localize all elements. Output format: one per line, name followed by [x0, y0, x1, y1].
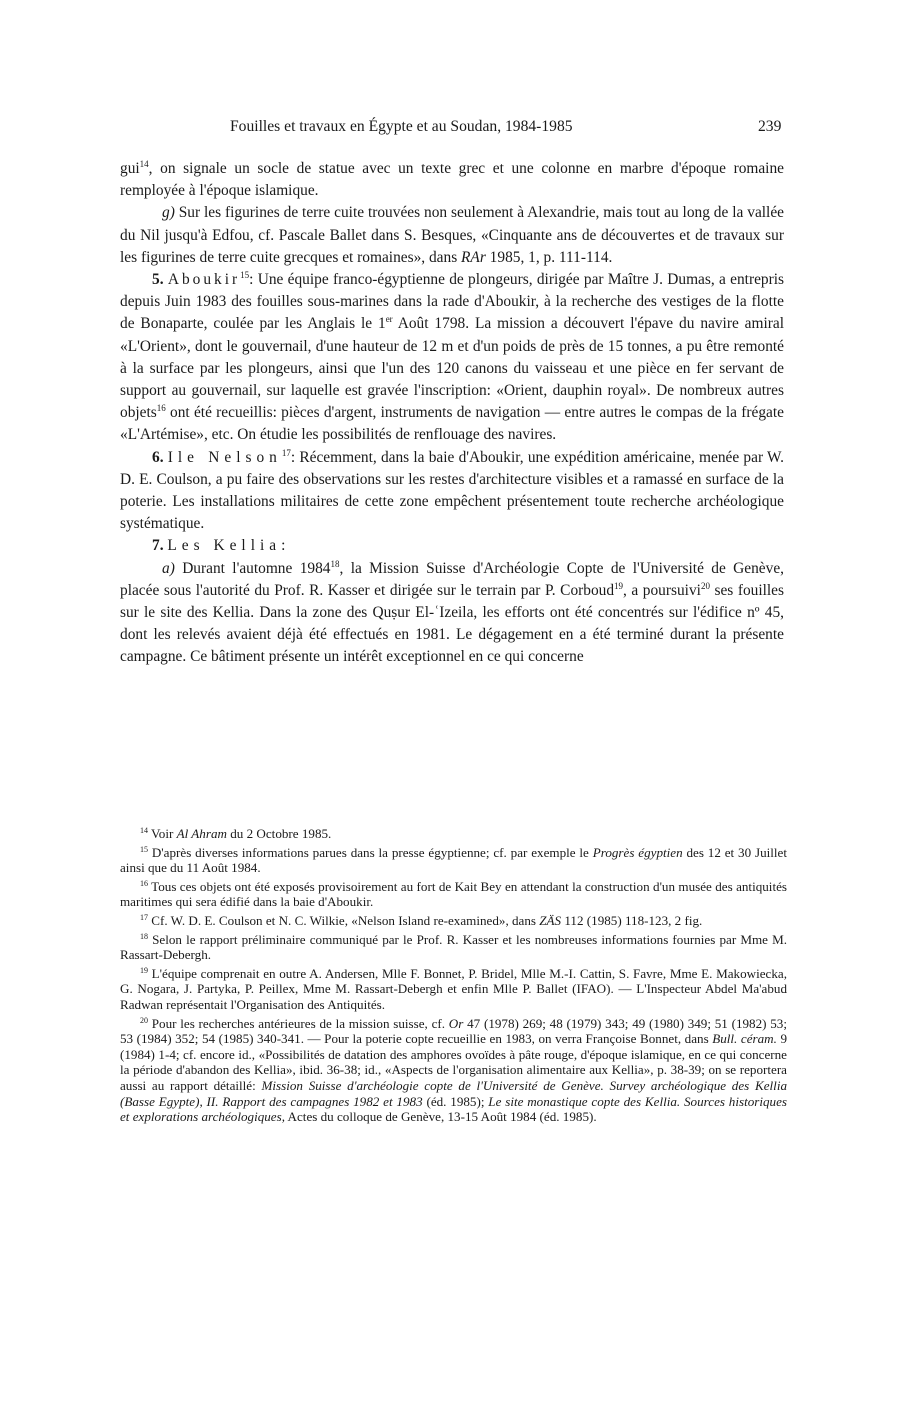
section-heading: Aboukir [167, 271, 241, 289]
paragraph-g: g) Sur les figurines de terre cuite trouvées non seulement à Alexandrie, mais tout au long de la vallée du Nil jusqu'à Edfou, cf. Pascale Ballet dans S. Besques, «Cinquante ans de découvertes et de travaux sur les figurines de terre cuite grecques et romaines», dans RAr 1985, 1, p. 111-114. [120, 204, 784, 266]
section-kellia: 7. Les Kellia: [152, 537, 286, 555]
footnote-15: $^{15}$ D'après diverses informations parues dans la presse égyptienne; cf. par exemple le Progrès égyptien des 12 et 30 Juillet ainsi que du 11 Août 1984. [120, 844, 787, 876]
section-number: 6. [152, 448, 164, 466]
item-label: a) [162, 559, 175, 577]
section-ile-nelson: 6. Ile Nelson$^{17}$: Récemment, dans la baie d'Aboukir, une expédition américaine, menée par W. D. E. Coulson, a pu faire des observations sur les restes d'architecture visibles et a ramassé en surface de la poterie. Les installations militaires de cette zone empêchent présentement toute recherche archéologique systématique. [120, 447, 784, 533]
section-heading: Les Kellia [167, 537, 282, 555]
footnote-ref: 18 [330, 558, 340, 569]
section-aboukir: 5. Aboukir$^{15}$: Une équipe franco-égyptienne de plongeurs, dirigée par Maître J. Dumas, a entrepris depuis Juin 1983 des fouilles sous-marines dans la rade d'Aboukir, à la recherche des vestiges de la flotte de Bonaparte, coulée par les Anglais le 1er Août 1798. La mission a découvert l'épave du navire amiral «L'Orient», dont le gouvernail, d'une hauteur de 12 m et d'un poids de près de 15 tonnes, a pu être remonté à la surface par les plongeurs, ainsi que l'un des 120 canons du vaisseau et une pièce en fer servant de support au gouvernail, sur laquelle est gravée l'inscription: «Orient, dauphin royal». De nombreux autres objets$^{16}$ ont été recueillis: pièces d'argent, instruments de navigation — entre autres le compas de la frégate «L'Artémise», etc. On étudie les possibilités de renflouage des navires. [120, 270, 784, 444]
page-number: 239 [758, 118, 782, 135]
page-header [0, 118, 906, 142]
footnote-17: $^{17}$ Cf. W. D. E. Coulson et N. C. Wilkie, «Nelson Island re-examined», dans ZÄS 112 (1985) 118-123, 2 fig. [140, 912, 703, 928]
footnote-20: $^{20}$ Pour les recherches antérieures de la mission suisse, cf. Or 47 (1978) 269; 48 (1979) 343; 49 (1980) 349; 51 (1982) 53; 53 (1984) 352; 54 (1985) 340-341. — Pour la poterie copte recueillie en 1983, on verra Françoise Bonnet, dans Bull. céram. 9 (1984) 1-4; cf. encore id., «Possibilités de datation des amphores ovoïdes à pâte rouge, d'époque islamique, en ce qui concerne la période d'abandon des Kellia», ibid. 36-38; id., «Aspects de l'organisation alimentaire aux Kellia», p. 38-39; on se reportera aussi au rapport détaillé: Mission Suisse d'archéologie copte de l'Université de Genève. Survey archéologique des Kellia (Basse Egypte), II. Rapport des campagnes 1982 et 1983 (éd. 1985); Le site monastique copte des Kellia. Sources historiques et explorations archéologiques, Actes du colloque de Genève, 13-15 Août 1984 (éd. 1985). [120, 1015, 788, 1125]
section-number: 7. [152, 537, 164, 555]
footnote-14: $^{14}$ Voir Al Ahram du 2 Octobre 1985. [140, 826, 332, 841]
footnote-19: $^{19}$ L'équipe comprenait en outre A. Andersen, Mlle F. Bonnet, P. Bridel, Mlle M.-I. Cattin, S. Favre, Mme E. Makowiecka, G. Nogara, J. Partyka, P. Peillex, Mme M. Rassart-Debergh et enfin Mlle P. Ballet (IFAO). — L'Inspecteur Abdel Ma'abud Radwan représentait l'Organisation des Antiquités. [120, 965, 787, 1012]
running-title: Fouilles et travaux en Égypte et au Soudan, 1984-1985 [230, 118, 573, 135]
footnotes [120, 826, 787, 1128]
journal-abbrev: RAr [461, 248, 486, 266]
item-label: g) [162, 204, 175, 222]
footnote-ref: 17 [281, 447, 291, 458]
footnote-ref: 15 [240, 270, 250, 281]
section-heading: Ile Nelson [167, 448, 282, 466]
footnote-ref: 14 [139, 159, 149, 169]
footnote-ref: 19 [614, 580, 624, 591]
body-text [120, 158, 784, 669]
footnote-18: $^{18}$ Selon le rapport préliminaire communiqué par le Prof. R. Kasser et les nombreuses informations fournies par Mme M. Rassart-Debergh. [120, 931, 787, 963]
section-number: 5. [152, 271, 164, 289]
paragraph-a: a) Durant l'automne 1984$^{18}$, la Mission Suisse d'Archéologie Copte de l'Université de Genève, placée sous l'autorité du Prof. R. Kasser et dirigée sur le terrain par P. Corboud$^{19}$, a poursuivi$^{20}$ ses fouilles sur le site des Kellia. Dans la zone des Quṣur El-ʿIzeila, les efforts ont été concentrés sur l'édifice nº 45, dont les relevés avaient déjà été effectués en 1981. Le dégagement en a été terminé durant la présente campagne. Ce bâtiment présente un intérêt exceptionnel en ce qui concerne [120, 558, 785, 666]
footnote-16: $^{16}$ Tous ces objets ont été exposés provisoirement au fort de Kait Bey en attendant la construction d'un musée des antiquités maritimes qui sera édifié dans la baie d'Aboukir. [120, 878, 787, 910]
footnote-ref: 16 [156, 403, 166, 414]
paragraph-continuation: gui$^{14}$, on signale un socle de statue avec un texte grec et une colonne en marbre d'époque romaine remployée à l'époque islamique. [120, 159, 784, 200]
footnote-ref: 20 [700, 580, 710, 591]
